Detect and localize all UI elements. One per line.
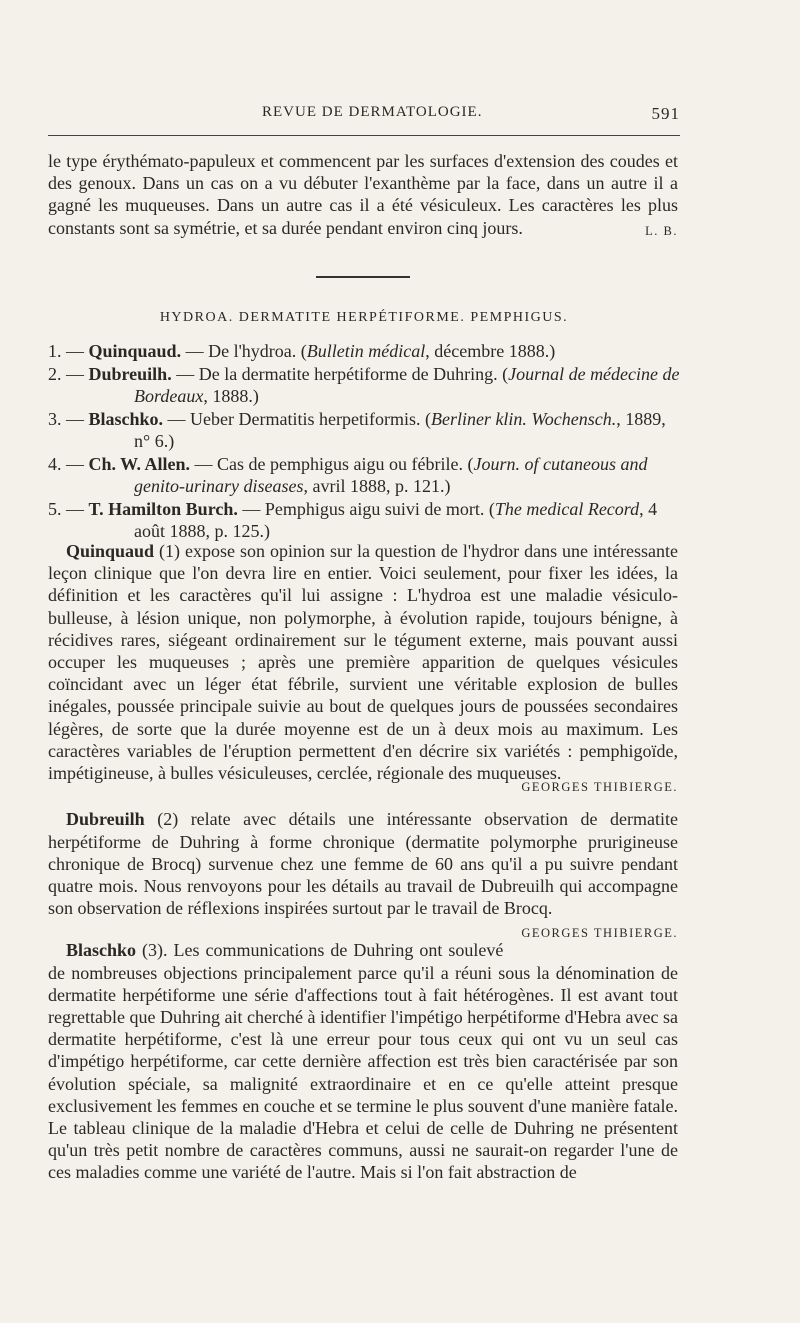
reference-author: Ch. W. Allen.: [88, 454, 191, 474]
reference-number: 1. —: [48, 341, 84, 361]
reference-item: [48, 340, 680, 362]
reference-source: Journal de médecine de Bordeaux: [134, 364, 680, 406]
reference-title: — Pemphigus aigu suivi de mort. (: [242, 499, 495, 519]
reference-source: Berliner klin. Wochensch.: [430, 409, 617, 429]
intro-signature: L. B.: [645, 223, 678, 238]
abstract-author: Blaschko: [66, 940, 137, 961]
journal-title: REVUE DE DERMATOLOGIE.: [262, 104, 483, 120]
reference-number: 4. —: [48, 454, 84, 474]
section-heading: HYDROA. DERMATITE HERPÉTIFORME. PEMPHIGUS.: [159, 310, 569, 325]
abstract-dubreuilh: [48, 808, 678, 941]
abstract-signature: GEORGES THIBIERGE.: [521, 926, 678, 941]
reference-number: 5. —: [48, 499, 84, 519]
reference-title: — De l'hydroa. (: [185, 341, 307, 361]
abstract-text: (2) relate avec détails une intéressante observation de dermatite herpétiforme de Duhring à forme chronique (dermatite polymorphe prurigineuse chronique de Brocq) survenue chez une femme de 60 ans qu'il a pu suivre pendant quatre mois. Nous renvoyons pour les détails au travail de Dubreuilh qui accompagne son observation de réflexions inspirées surtout par le travail de Brocq.: [48, 809, 678, 919]
abstract-signature: GEORGES THIBIERGE.: [521, 780, 678, 795]
header-rule: [48, 135, 680, 136]
reference-source: Journ. of cutaneous and genito-urinary diseases: [134, 454, 648, 496]
reference-item: [48, 363, 680, 407]
abstract-text: (1) expose son opinion sur la question de l'hydror dans une intéressante leçon clinique que l'on devra lire en entier. Voici seulement, pour fixer les idées, la définition et les caractères qu'il lui assigne : L'hydroa est une maladie vésiculo-bulleuse, à lésion unique, non polymorphe, à évolution rapide, toujours bénigne, à récidives rares, siégeant ordinairement sur le tégument externe, mais pouvant aussi occuper les muqueuses ; après une première apparition de quelques vésicules coïncidant avec un léger état fébrile, survient une véritable explosion de bulles inégales, poussée principale suivie au bout de quelques jours de poussées secondaires légères, de sorte que la durée moyenne est de un à deux mois au maximum. Les caractères variables de l'éruption permettent d'en décrire six variétés : pemphigoïde, impétigineuse, à bulles vésiculeuses, cerclée, régionale des muqueuses.: [48, 541, 678, 784]
reference-details: , 1889, n° 6.): [134, 409, 666, 451]
abstract-blaschko: [48, 939, 678, 1183]
reference-details: , 1888.): [203, 386, 259, 406]
reference-title: — Cas de pemphigus aigu ou fébrile. (: [194, 454, 474, 474]
section-divider: [316, 276, 410, 278]
reference-details: , avril 1888, p. 121.): [303, 476, 451, 496]
abstract-author: Dubreuilh: [66, 809, 145, 830]
reference-item: [48, 453, 680, 497]
abstract-text: (3). Les communications de Duhring ont soulevé de nombreuses objections principalement parce qu'il a réuni sous la dénomination de dermatite herpétiforme une série d'affections tout à fait hétérogènes. Il est avant tout regrettable que Duhring ait cherché à identifier l'impétigo herpétiforme d'Hebra avec sa dermatite herpétiforme, c'est là une erreur pour tous ceux qui ont vu un seul cas d'impétigo herpétiforme, car cette dernière affection est très bien caractérisée par son évolution spéciale, sa malignité extraordinaire et en ce qu'elle atteint presque exclusivement les femmes en couche et se termine le plus souvent d'une manière fatale. Le tableau clinique de la maladie d'Hebra et celui de celle de Duhring ne présentent qu'un très petit nombre de caractères communs, aussi ne saurait-on regarder l'une de ces maladies comme une variété de l'autre. Mais si l'on fait abstraction de: [48, 940, 679, 1183]
reference-source: The medical Record: [494, 499, 640, 519]
reference-list: [48, 340, 680, 543]
reference-details: , 4 août 1888, p. 125.): [134, 499, 658, 541]
reference-number: 3. —: [48, 409, 84, 429]
reference-source: Bulletin médical: [306, 341, 426, 361]
intro-paragraph: [48, 150, 678, 242]
page-number: 591: [651, 104, 680, 123]
reference-item: [48, 498, 680, 542]
reference-item: [48, 408, 680, 452]
reference-author: T. Hamilton Burch.: [88, 499, 238, 519]
reference-details: , décembre 1888.): [425, 341, 556, 361]
reference-author: Quinquaud.: [88, 341, 182, 361]
article-body: [48, 540, 678, 1184]
reference-number: 2. —: [48, 364, 84, 384]
intro-text: le type érythémato-papuleux et commencent par les surfaces d'extension des coudes et des genoux. Dans un cas on a vu débuter l'exanthème par la face, dans un autre il a gagné les muqueuses. Dans un autre cas il a été vésiculeux. Les caractères les plus constants sont sa symétrie, et sa durée pendant environ cinq jours.: [48, 151, 678, 238]
reference-title: — Ueber Dermatitis herpetiformis. (: [167, 409, 431, 429]
reference-title: — De la dermatite herpétiforme de Duhring. (: [176, 364, 509, 384]
reference-author: Blaschko.: [88, 409, 164, 429]
reference-author: Dubreuilh.: [88, 364, 172, 384]
abstract-author: Quinquaud: [66, 541, 155, 561]
abstract-quinquaud: [48, 540, 678, 784]
